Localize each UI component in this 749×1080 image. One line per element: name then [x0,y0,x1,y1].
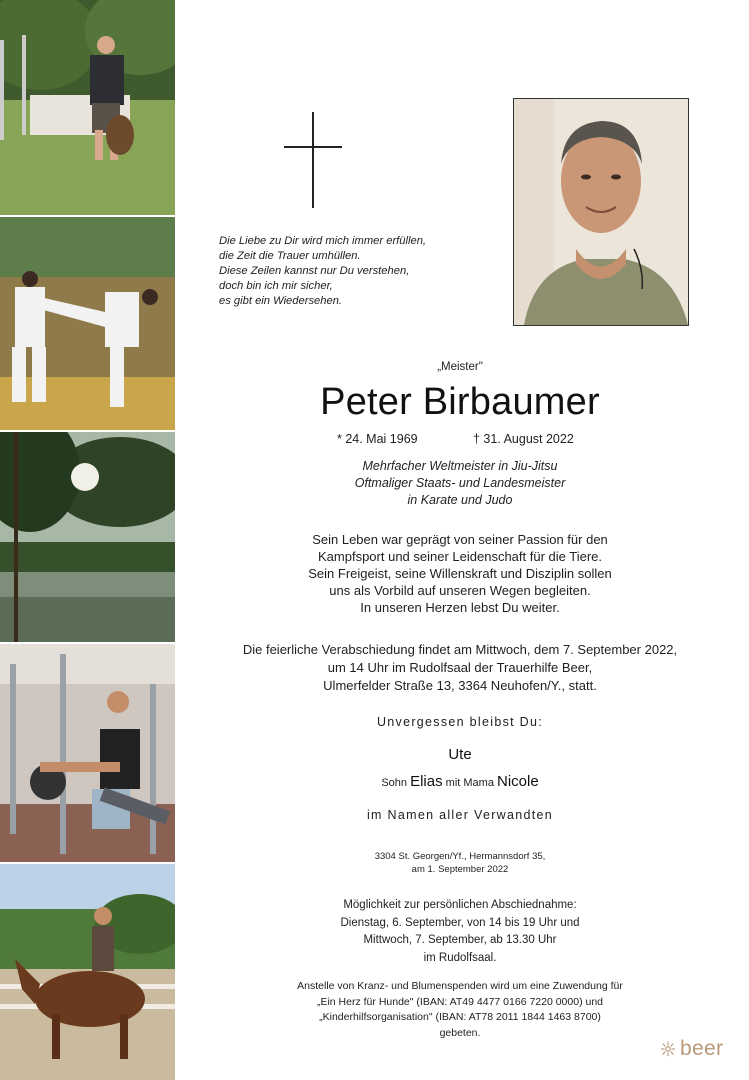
address-line: am 1. September 2022 [411,864,509,875]
mourner-ute: Ute [448,746,472,763]
life-text [200,531,720,616]
achievements [200,458,720,509]
son-prefix: Sohn [381,777,408,789]
donation-line: gebeten. [439,1026,481,1039]
poem-line: Die Liebe zu Dir wird mich immer erfüllen, [219,235,427,247]
ceremony-line: Die feierliche Verabschiedung findet am Mittwoch, dem 7. September 2022, [242,642,678,657]
donation-line: „Kinderhilfsorganisation" (IBAN: AT78 2011 1844 1463 8700) [319,1011,601,1023]
horse-riding-photo [0,864,175,1080]
death-date: † 31. August 2022 [473,432,574,446]
achievement-line: Oftmaliger Staats- und Landesmeister [354,476,566,490]
life-line: Sein Leben war geprägt von seiner Passion für den [312,532,608,547]
achievement-line: in Karate und Judo [407,493,513,507]
mother-name: Nicole [497,773,539,790]
address-line: 3304 St. Georgen/Yf., Hermannsdorf 35, [374,851,546,862]
karate-kick-photo [0,217,175,430]
cross-symbol [284,112,342,208]
farewell-line: im Rudolfsaal. [423,951,497,964]
poem [219,234,499,309]
donation-info [200,979,720,1041]
poem-line: Diese Zeilen kannst nur Du verstehen, [219,265,410,277]
poem-line: doch bin ich mir sicher, [219,280,333,292]
beer-logo [659,1035,723,1063]
deceased-name: Peter Birbaumer [320,381,600,423]
son-name: Elias [410,773,443,790]
lake-forest-photo [0,432,175,642]
with-mother: mit Mama [445,777,494,789]
donation-line: Anstelle von Kranz- und Blumenspenden wird um eine Zuwendung für [297,980,623,992]
unforgotten-heading: Unvergessen bleibst Du: [376,715,544,729]
farewell-line: Dienstag, 6. September, von 14 bis 19 Uhr und [340,916,580,929]
dog-training-photo [0,0,175,215]
address [200,850,720,876]
dandelion-icon [659,1040,677,1058]
mourner-son [200,773,720,790]
nickname: „Meister" [437,361,483,373]
gym-workout-photo [0,644,175,862]
ceremony-text [200,641,720,695]
logo-text: beer [680,1037,724,1060]
relatives-line: im Namen aller Verwandten [366,808,554,822]
portrait-photo [513,98,689,326]
farewell-line: Mittwoch, 7. September, ab 13.30 Uhr [363,934,557,946]
photo-strip [0,0,175,1080]
achievement-line: Mehrfacher Weltmeister in Jiu-Jitsu [362,459,558,473]
birth-date: * 24. Mai 1969 [337,432,418,446]
donation-line: „Ein Herz für Hunde" (IBAN: AT49 4477 0166 7220 0000) und [316,995,604,1008]
life-line: In unseren Herzen lebst Du weiter. [360,600,560,615]
farewell-info [200,897,720,967]
poem-line: es gibt ein Wiedersehen. [219,295,343,307]
farewell-line: Möglichkeit zur persönlichen Abschiednahme: [343,899,577,911]
life-line: Kampfsport und seiner Leidenschaft für die Tiere. [318,549,602,564]
life-line: uns als Vorbild auf unseren Wegen begleiten. [329,583,591,598]
life-line: Sein Freigeist, seine Willenskraft und Disziplin sollen [308,566,612,581]
ceremony-line: um 14 Uhr im Rudolfsaal der Trauerhilfe Beer, [327,660,593,675]
ceremony-line: Ulmerfelder Straße 13, 3364 Neuhofen/Y., statt. [323,678,597,693]
poem-line: die Zeit die Trauer umhüllen. [219,250,361,262]
